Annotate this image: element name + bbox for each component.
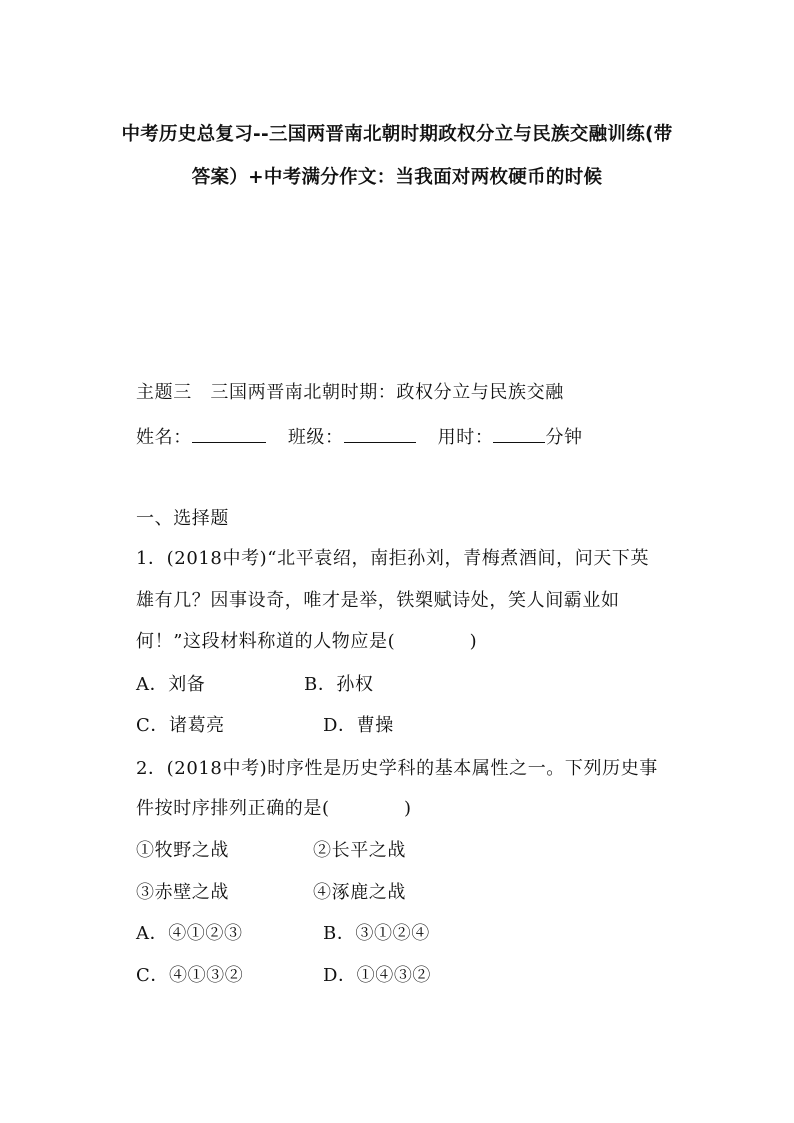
q1-option-d: D．曹操 bbox=[323, 715, 394, 736]
document-title-line-1: 中考历史总复习--三国两晋南北朝时期政权分立与民族交融训练(带 bbox=[121, 124, 673, 145]
q2-item-4: ④涿鹿之战 bbox=[313, 882, 406, 903]
student-info-row bbox=[136, 424, 583, 450]
q1-option-b: B．孙权 bbox=[304, 674, 374, 695]
q2-option-b: B．③①②④ bbox=[323, 923, 430, 944]
q2-item-1: ①牧野之战 bbox=[136, 840, 229, 861]
time-blank bbox=[493, 424, 545, 443]
q2-option-c: C．④①③② bbox=[136, 965, 244, 986]
q1-option-c: C．诸葛亮 bbox=[136, 715, 225, 736]
q1-option-a: A．刘备 bbox=[136, 674, 206, 695]
q2-line-2: 件按时序排列正确的是( ) bbox=[136, 798, 412, 819]
q1-line-2: 雄有几？因事设奇，唯才是举，铁槊赋诗处，笑人间霸业如 bbox=[136, 590, 620, 611]
q2-item-2: ②长平之战 bbox=[313, 840, 406, 861]
q1-line-1: 1．(2018中考)“北平袁绍，南拒孙刘，青梅煮酒间，问天下英 bbox=[136, 548, 650, 569]
time-label: 用时： bbox=[437, 427, 494, 448]
q2-line-1: 2．(2018中考)时序性是历史学科的基本属性之一。下列历史事 bbox=[136, 758, 658, 779]
q2-option-a: A．④①②③ bbox=[136, 923, 243, 944]
section-title: 一、选择题 bbox=[136, 508, 229, 529]
document-title-line-2: 答案）+中考满分作文：当我面对两枚硬币的时候 bbox=[191, 167, 603, 188]
q1-line-3: 何！”这段材料称道的人物应是( ) bbox=[136, 631, 478, 652]
name-label: 姓名： bbox=[136, 427, 192, 448]
time-unit: 分钟 bbox=[545, 427, 583, 448]
topic-heading: 主题三 三国两晋南北朝时期：政权分立与民族交融 bbox=[136, 382, 564, 403]
name-blank bbox=[192, 424, 266, 443]
class-blank bbox=[344, 424, 416, 443]
class-label: 班级： bbox=[287, 427, 344, 448]
q2-item-3: ③赤壁之战 bbox=[136, 882, 229, 903]
q2-option-d: D．①④③② bbox=[323, 965, 432, 986]
